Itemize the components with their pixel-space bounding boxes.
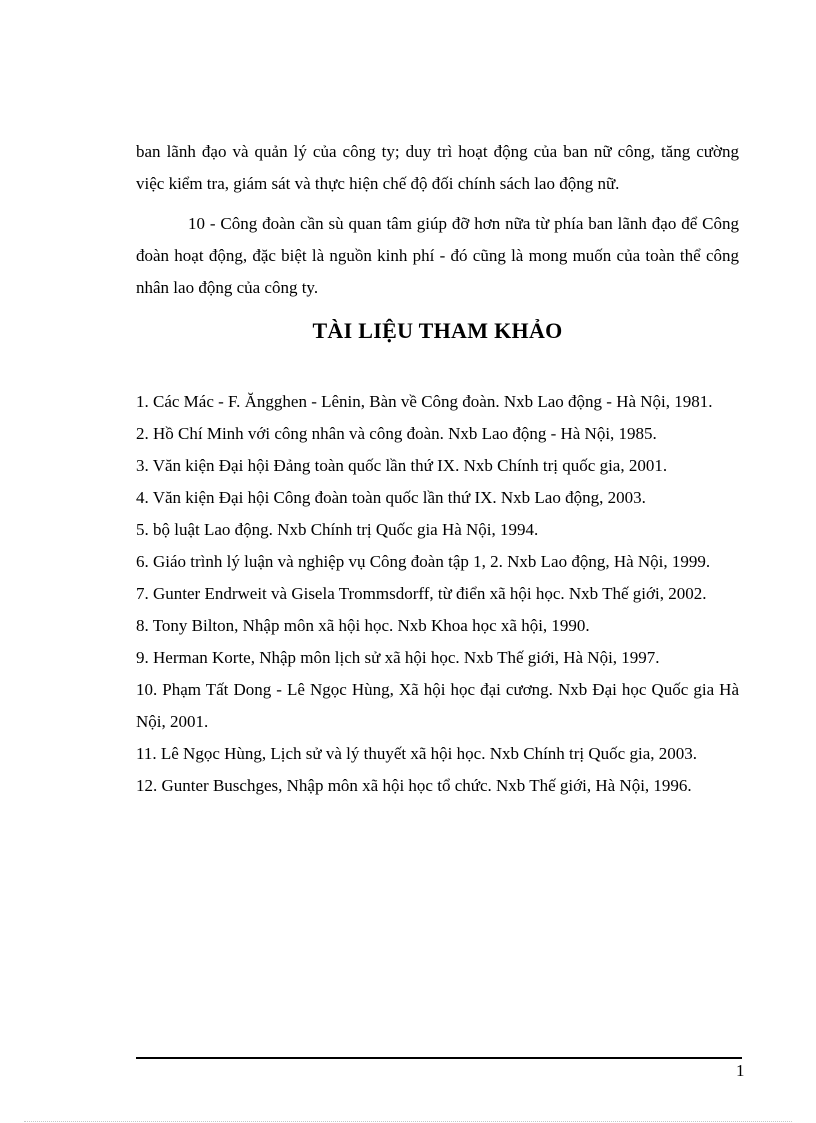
reference-item: 11. Lê Ngọc Hùng, Lịch sử và lý thuyết xã hội học. Nxb Chính trị Quốc gia, 2003. (136, 744, 697, 763)
body-paragraph-10: 10 - Công đoàn cần sù quan tâm giúp đỡ hơn nữa từ phía ban lãnh đạo để Công đoàn hoạt động, đặc biệt là nguồn kinh phí - đó cũng là mong muốn của toàn thể công nhân lao động của công ty. (136, 214, 739, 297)
page-bottom-edge (24, 1121, 792, 1122)
reference-item: 3. Văn kiện Đại hội Đảng toàn quốc lần thứ IX. Nxb Chính trị quốc gia, 2001. (136, 456, 668, 475)
reference-item: 6. Giáo trình lý luận và nghiệp vụ Công đoàn tập 1, 2. Nxb Lao động, Hà Nội, 1999. (136, 552, 711, 571)
reference-item: 10. Phạm Tất Dong - Lê Ngọc Hùng, Xã hội học đại cương. Nxb Đại học Quốc gia Hà Nội, 2001. (136, 680, 739, 731)
footer-divider (136, 1057, 742, 1059)
reference-item: 7. Gunter Endrweit và Gisela Trommsdorff, từ điển xã hội học. Nxb Thế giới, 2002. (136, 584, 707, 603)
reference-item: 1. Các Mác - F. Ăngghen - Lênin, Bàn về Công đoàn. Nxb Lao động - Hà Nội, 1981. (136, 392, 713, 411)
page-number: 1 (736, 1061, 745, 1080)
reference-item: 8. Tony Bilton, Nhập môn xã hội học. Nxb Khoa học xã hội, 1990. (136, 616, 590, 635)
body-paragraph-intro: ban lãnh đạo và quản lý của công ty; duy trì hoạt động của ban nữ công, tăng cường việc kiểm tra, giám sát và thực hiện chế độ đối chính sách lao động nữ. (136, 142, 739, 193)
references-list (136, 386, 739, 802)
reference-item: 12. Gunter Buschges, Nhập môn xã hội học tổ chức. Nxb Thế giới, Hà Nội, 1996. (136, 776, 692, 795)
reference-item: 5. bộ luật Lao động. Nxb Chính trị Quốc gia Hà Nội, 1994. (136, 520, 539, 539)
reference-item: 4. Văn kiện Đại hội Công đoàn toàn quốc lần thứ IX. Nxb Lao động, 2003. (136, 488, 646, 507)
references-heading: TÀI LIỆU THAM KHẢO (312, 318, 563, 343)
reference-item: 9. Herman Korte, Nhập môn lịch sử xã hội học. Nxb Thế giới, Hà Nội, 1997. (136, 648, 660, 667)
reference-item: 2. Hồ Chí Minh với công nhân và công đoàn. Nxb Lao động - Hà Nội, 1985. (136, 424, 657, 443)
